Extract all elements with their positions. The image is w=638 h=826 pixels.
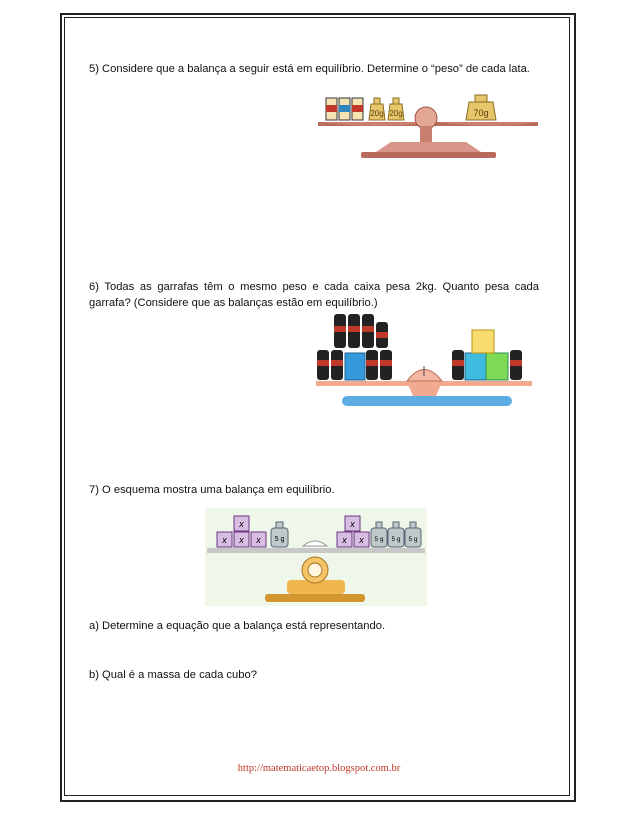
svg-text:x: x xyxy=(239,535,244,545)
question-5-text: 5) Considere que a balança a seguir está em equilíbrio. Determine o “peso” de cada lata. xyxy=(89,63,530,75)
scale-bottles-boxes-figure xyxy=(312,308,537,411)
scale-beam xyxy=(207,548,425,553)
svg-text:x: x xyxy=(239,519,244,529)
question-7b-text: b) Qual é a massa de cada cubo? xyxy=(89,669,257,681)
scale-cans-figure xyxy=(316,92,541,164)
weight-label-20g-1: 20g xyxy=(370,109,384,118)
svg-text:x: x xyxy=(222,535,227,545)
svg-text:x: x xyxy=(342,535,347,545)
box-right-1 xyxy=(465,353,486,380)
question-6-text: 6) Todas as garrafas têm o mesmo peso e cada caixa pesa 2kg. Quanto pesa cada garrafa? (Considere que as balanças estão em equilíbrio.) xyxy=(89,281,539,309)
scale-base xyxy=(265,594,365,602)
question-7-text: 7) O esquema mostra uma balança em equilíbrio. xyxy=(89,484,335,496)
svg-text:x: x xyxy=(256,535,261,545)
question-7a-text: a) Determine a equação que a balança está representando. xyxy=(89,620,386,632)
weight-label-5g-left: 5 g xyxy=(274,536,285,543)
box-right-top xyxy=(472,330,494,353)
weight-label-20g-2: 20g xyxy=(389,109,403,118)
scale-base xyxy=(376,142,481,152)
scale-dial xyxy=(415,107,437,129)
scale-base xyxy=(342,396,512,406)
box-left xyxy=(345,353,365,380)
footer-link[interactable]: http://matematicaetop.blogspot.com.br xyxy=(237,763,401,774)
svg-text:5 g: 5 g xyxy=(374,536,384,543)
weight-label-70g: 70g xyxy=(473,108,489,118)
svg-text:5 g: 5 g xyxy=(391,536,401,543)
scale-cubes-figure xyxy=(205,508,427,606)
box-right-2 xyxy=(486,353,508,380)
footer xyxy=(0,763,638,774)
scale-beam xyxy=(316,381,532,386)
svg-text:x: x xyxy=(350,519,355,529)
svg-text:5 g: 5 g xyxy=(408,536,418,543)
svg-text:x: x xyxy=(359,535,364,545)
weight-group-right xyxy=(371,522,421,547)
can-group xyxy=(326,98,363,120)
